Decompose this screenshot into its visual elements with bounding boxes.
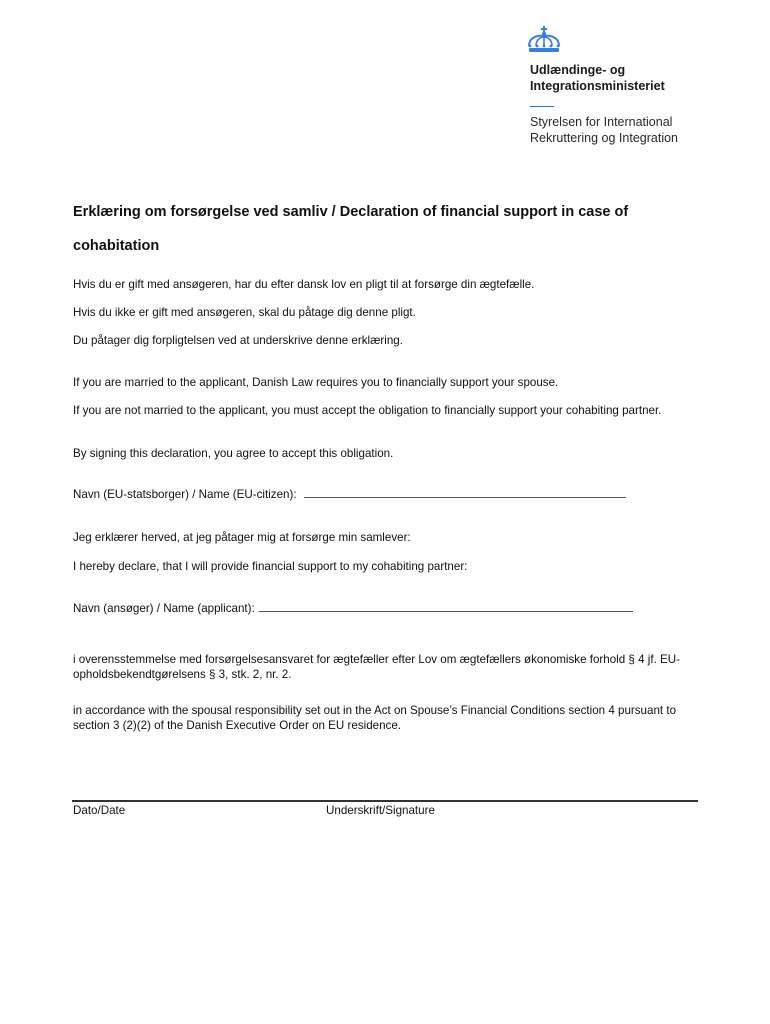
paragraph-signing-da: Du påtager dig forpligtelsen ved at underskrive denne erklæring. — [73, 334, 403, 347]
paragraph-signing-en: By signing this declaration, you agree to accept this obligation. — [73, 447, 394, 460]
ministry-name — [530, 62, 665, 94]
agency-name-line1: Styrelsen for International — [530, 115, 673, 129]
applicant-name-field[interactable] — [259, 601, 633, 612]
header-accent-divider — [530, 106, 554, 107]
paragraph-married-en: If you are married to the applicant, Danish Law requires you to financially support your spouse. — [73, 376, 559, 389]
applicant-name-label: Navn (ansøger) / Name (applicant): — [73, 602, 255, 615]
agency-name-line2: Rekruttering og Integration — [530, 131, 679, 145]
ministry-name-line1: Udlændinge- og — [530, 63, 626, 77]
agency-name — [530, 114, 678, 146]
document-title: Erklæring om forsørgelse ved samliv / Declaration of financial support in case of cohabitation — [73, 204, 629, 254]
signature-line[interactable] — [72, 800, 698, 802]
paragraph-not-married-da: Hvis du ikke er gift med ansøgeren, skal du påtage dig denne pligt. — [73, 306, 416, 319]
paragraph-legal-basis-da: i overensstemmelse med forsørgelsesansvaret for ægtefæller efter Lov om ægtefællers økonomiske forhold § 4 jf. EU-opholdsbekendtgørelsens § 3, stk. 2, nr. 2. — [73, 653, 680, 681]
eu-citizen-name-label: Navn (EU-statsborger) / Name (EU-citizen): — [73, 488, 297, 501]
royal-crown-icon — [526, 26, 562, 54]
ministry-name-line2: Integrationsministeriet — [530, 79, 665, 93]
paragraph-not-married-en: If you are not married to the applicant, you must accept the obligation to financially support your cohabiting partner. — [73, 404, 662, 417]
signature-label: Underskrift/Signature — [326, 804, 435, 817]
paragraph-legal-basis-en: in accordance with the spousal responsibility set out in the Act on Spouse’s Financial Conditions section 4 pursuant to section 3 (2)(2) of the Danish Executive Order on EU residence. — [73, 704, 677, 732]
paragraph-married-da: Hvis du er gift med ansøgeren, har du efter dansk lov en pligt til at forsørge din ægtefælle. — [73, 278, 535, 291]
eu-citizen-name-field[interactable] — [304, 487, 626, 498]
date-label: Dato/Date — [73, 804, 126, 817]
eu-citizen-name-row — [73, 487, 698, 502]
paragraph-declare-da: Jeg erklærer herved, at jeg påtager mig at forsørge min samlever: — [73, 531, 411, 544]
paragraph-declare-en: I hereby declare, that I will provide financial support to my cohabiting partner: — [73, 560, 468, 573]
applicant-name-row — [73, 601, 698, 616]
